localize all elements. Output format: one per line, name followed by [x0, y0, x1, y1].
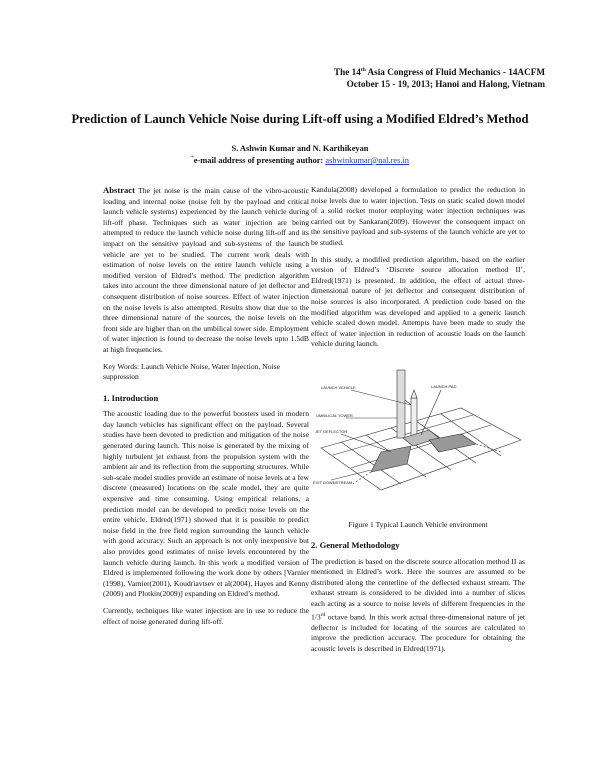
figure-label: LAUNCH PAD	[431, 383, 457, 389]
left-column	[103, 185, 309, 633]
paper-authors: S. Ashwin Kumar and N. Karthikeyan	[231, 144, 369, 153]
section-heading-methodology: 2. General Methodology	[311, 540, 400, 551]
jet-deflector-left	[371, 446, 411, 472]
umbilical-tower	[397, 370, 405, 438]
author-email-line: *e-mail address of presenting author: ashwinkumar@nal.res.in	[191, 155, 409, 165]
conference-name: The 14th Asia Congress of Fluid Mechanics - 14ACFM	[334, 67, 545, 78]
abstract-heading: Abstract	[103, 185, 135, 195]
intro-paragraph-3: Kandula(2008) developed a formulation to predict the reduction in noise levels due to water injection. Tests on static scaled down model of a solid rocket motor employing water injection techniques was carried out by Sankaran(2009). However the consequent impact on the sensitive payload and sub-systems of the launch vehicle are yet to be studied.	[311, 185, 525, 247]
grid-line	[351, 425, 491, 468]
exhaust-path	[476, 444, 501, 452]
intro-paragraph-4: In this study, a modified prediction algorithm, based on the earlier version of Eldred’s ‘Discrete source allocation method II’, Eldred(1971) is presented. In addition, the effect of actual three-dimensional nature of jet deflector and consequent distribution of noise sources is also incorporated. A prediction code based on the modified algorithm was developed and applied to a generic launch vehicle scaled down model. Attempts have been made to study the effect of water injection in reduction of acoustic loads on the launch vehicle during launch.	[311, 254, 525, 349]
figure-label: JET DEFLECTOR	[315, 428, 348, 434]
label-leader	[421, 390, 441, 435]
figure-label: EXIT DOWNSTREAM	[313, 479, 353, 485]
figure-label: UMBILICAL TOWER	[316, 412, 353, 418]
figure-caption: Figure 1 Typical Launch Vehicle environment	[348, 519, 488, 529]
intro-paragraph-1: The acoustic loading due to the powerful boosters used in modern day launch vehicles has significant effect on the payload. Several studies have been devoted to prediction and mitigation of the noise generated during launch. This noise is generated by the mixing of highly turbulent jet exhaust from the propulsion system with the ambient air and its reflection from the supporting structures. While sub-scale model studies provide an estimate of noise levels at a few discrete (measured) locations on the scale model, they are quite expensive and time consuming. Using empirical relations, a prediction model can be developed to predict noise levels on the entire vehicle. Eldred(1971) showed that it is possible to predict noise field in the free field region surrounding the launch vehicle with good accuracy. Such an approach is not only inexpensive but also provides good estimates of noise levels encountered by the launch vehicle during launch. In this work a modified version of Eldred is implemented following the work done by others [Varnier (1998), Varnier(2001), Koudriavtsev et al(2004), Hayes and Kenny (2009) and Plotkin(2009)] expanding on Eldred’s method.	[103, 409, 309, 599]
right-column	[311, 185, 525, 661]
keywords: Key Words: Launch Vehicle Noise, Water Injection, Noise suppression	[103, 361, 280, 382]
launch-vehicle	[411, 398, 417, 438]
email-link[interactable]: ashwinkumar@nal.res.in	[325, 155, 409, 165]
conference-dates: October 15 - 19, 2013; Hanoi and Halong, Vietnam	[346, 79, 545, 90]
label-leader	[341, 434, 391, 452]
figure-label: LAUNCH VEHICLE	[321, 384, 356, 390]
email-label: e-mail address of presenting author:	[193, 155, 326, 165]
vehicle-nose	[411, 390, 417, 398]
conference-header	[334, 64, 545, 90]
launch-vehicle-figure	[311, 360, 525, 510]
section-heading-introduction: 1. Introduction	[103, 392, 159, 403]
methodology-paragraph-1: The prediction is based on the discrete source allocation method II as mentioned in Eldred’s work. Here the sources are assumed to be distributed along the centerline of the deflected exhaust stream. The exhaust stream is considered to be divided into a number of slices each acting as a source to noise levels of different frequencies in the 1/3rd octave band. In this work actual three-dimensional nature of jet deflector is included for locating of the sources are calculated to improve the prediction accuracy. The procedure for obtaining the acoustic levels is described in Eldred(1971).	[311, 556, 525, 653]
abstract	[103, 185, 309, 356]
intro-paragraph-2: Currently, techniques like water injection are in use to reduce the effect of noise generated during lift-off.	[103, 605, 309, 626]
abstract-text: The jet noise is the main cause of the vibro-acoustic loading and internal noise (noise felt by the payload and critical launch vehicle systems) experienced by the launch vehicle during lift-off phase. Techniques such as water injection are being attempted to reduce the launch vehicle noise during lift-off and its impact on the sensitive payload and sub-systems of the launch vehicle are yet to be studied. The current work deals with estimation of noise levels on the entire launch vehicle using a modified version of Eldred’s method. The prediction algorithm takes into account the three dimensional nature of jet deflector and consequent distribution of noise sources. Effect of water injection on the noise levels is also attempted. Results show that due to the three dimensional nature of the sources, the noise levels on the front side are higher than on the umbilical tower side. Employment of water injection is found to decrease the noise levels upto 1.5dB at high frequencies.	[103, 186, 309, 354]
paper-title: Prediction of Launch Vehicle Noise during Lift-off using a Modified Eldred’s Method	[71, 112, 529, 126]
